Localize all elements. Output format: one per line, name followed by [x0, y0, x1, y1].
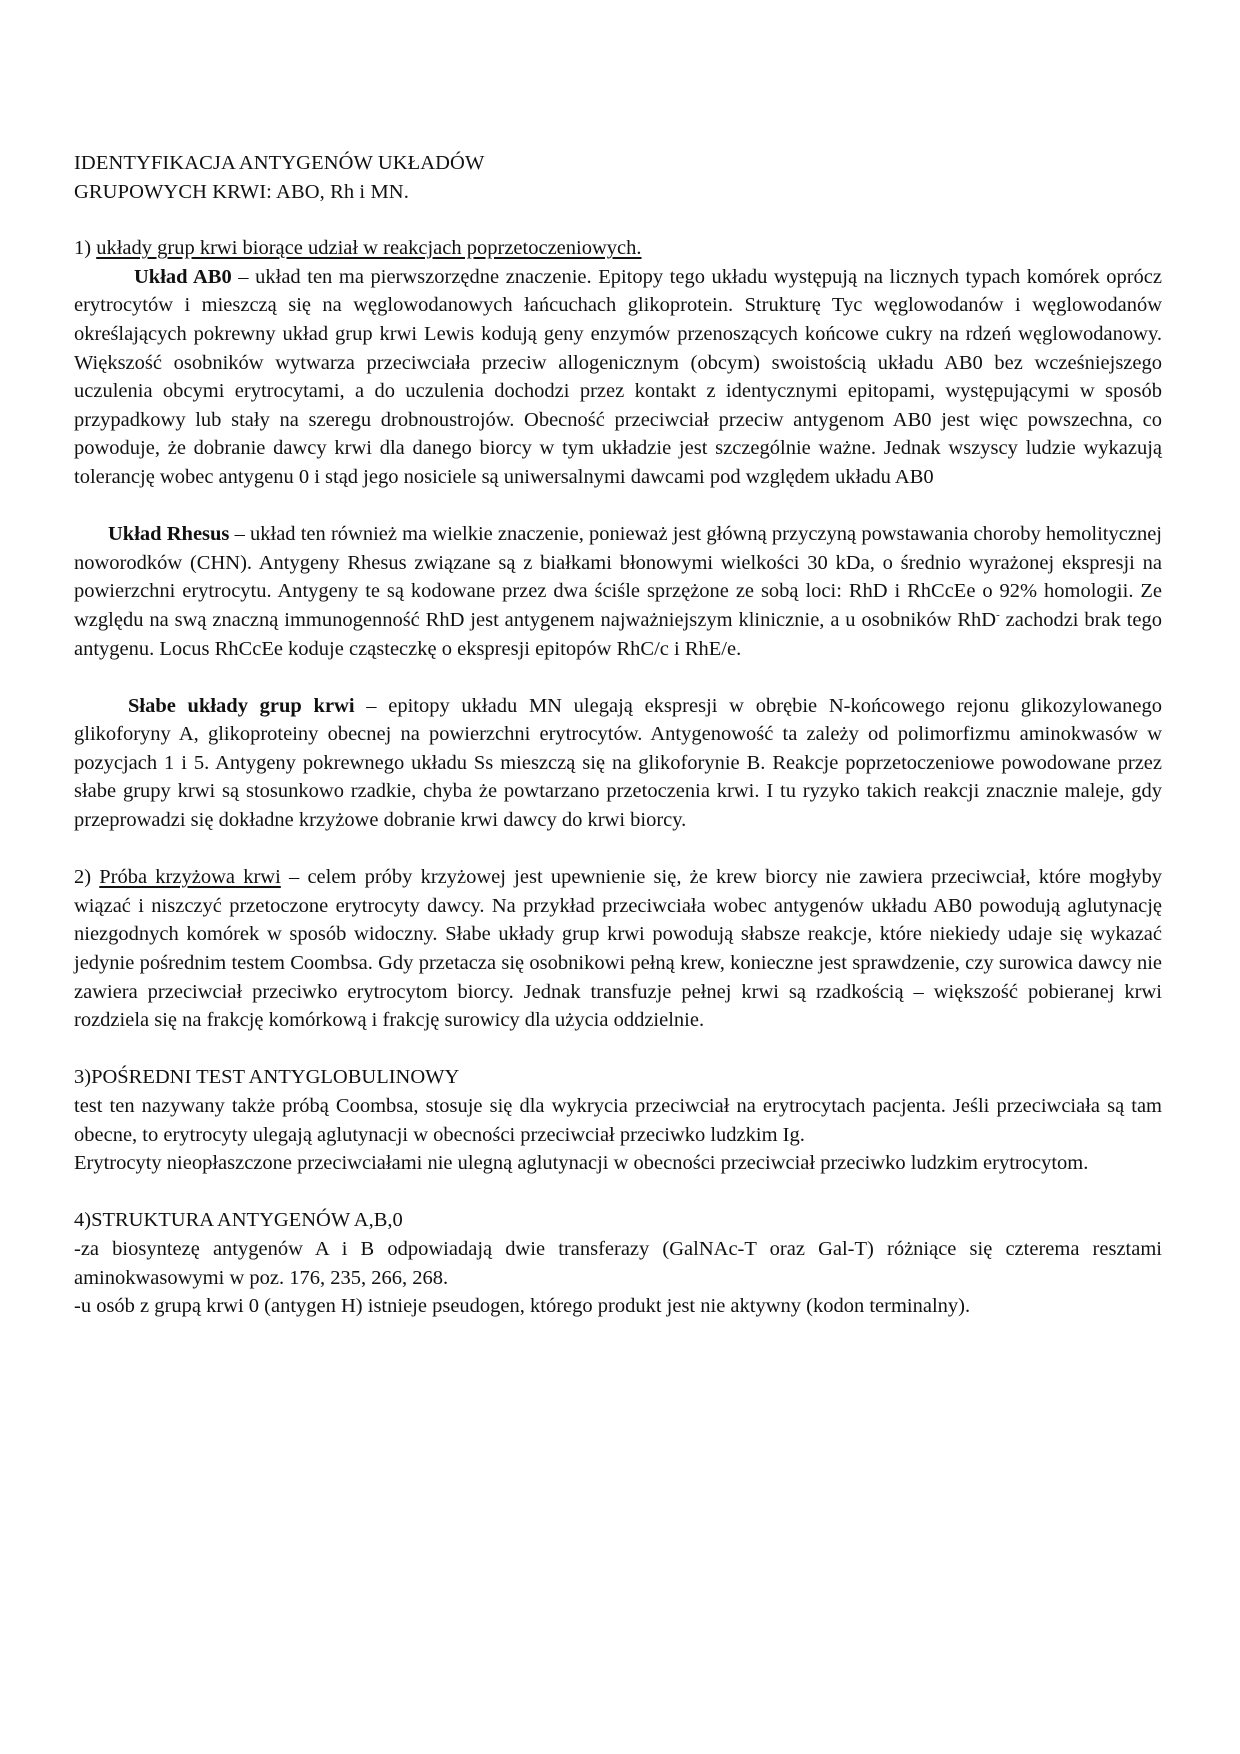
section-3-paragraph-2: Erytrocyty nieopłaszczone przeciwciałami nie ulegną aglutynacji w obecności przeciwciał przeciwko ludzkim erytrocytom.	[74, 1152, 1089, 1175]
text-rhesus-2: zachodzi brak tego antygenu. Locus RhCcEe koduje cząsteczkę o ekspresji epitopów RhC/c i RhE/e.	[74, 608, 1163, 660]
paragraph-ab0	[74, 263, 1162, 492]
section-4-heading: 4)STRUKTURA ANTYGENÓW A,B,0	[74, 1209, 403, 1232]
text-ab0: – układ ten ma pierwszorzędne znaczenie. Epitopy tego układu występują na licznych typach komórek oprócz erytrocytów i mieszczą się na węglowodanowych łańcuchach glikoprotein. Strukturę Tyc węglowodanów i węglowodanów określających pokrewny układ grup krwi Lewis kodują geny enzymów przenoszących końcowe cukry na rdzeń węglowodanowy. Większość osobników wytwarza przeciwciała przeciw allogenicznym (obcym) swoistością układu AB0 bez wcześniejszego uczulenia obcymi erytrocytami, a do uczulenia dochodzi przez kontakt z identycznymi epitopami, występującymi w sposób przypadkowy lub stały na szeregu drobnoustrojów. Obecność przeciwciał przeciw antygenom AB0 jest więc powszechna, co powoduje, że dobranie dawcy krwi dla danego biorcy w tym układzie jest szczególnie ważne. Jednak wszyscy ludzie wykazują tolerancję wobec antygenu 0 i stąd jego nosiciele są uniwersalnymi dawcami pod względem układu AB0	[74, 265, 1162, 488]
spacer	[74, 835, 1162, 864]
section-3-paragraph-1: test ten nazywany także próbą Coombsa, stosuje się dla wykrycia przeciwciał na erytrocytach pacjenta. Jeśli przeciwciała są tam obecne, to erytrocyty ulegają aglutynacji w obecności przeciwciał przeciwko ludzkim Ig.	[74, 1095, 1162, 1146]
section-1-number: 1)	[74, 237, 97, 260]
section-1-title: układy grup krwi biorące udział w reakcjach poprzetoczeniowych.	[96, 237, 642, 260]
document-title	[74, 149, 1162, 206]
rhd-negative-superscript: -	[996, 608, 1000, 621]
document-page	[74, 149, 1162, 1321]
spacer	[74, 1178, 1162, 1207]
term-weak-systems: Słabe układy grup krwi	[128, 694, 355, 717]
section-2-paragraph	[74, 863, 1162, 1035]
section-2-title: Próba krzyżowa krwi	[99, 866, 281, 889]
spacer	[74, 492, 1162, 521]
text-weak-systems: – epitopy układu MN ulegają ekspresji w obrębie N-końcowego rejonu glikozylowanego glikoforyny A, glikoproteiny obecnej na powierzchni erytrocytów. Antygenowość ta zależy od polimorfizmu aminokwasów w pozycjach 1 i 5. Antygeny pokrewnego układu Ss mieszczą się na glikoforynie B. Reakcje poprzetoczeniowe powodowane przez słabe grupy krwi są stosunkowo rzadkie, chyba że powtarzano przetoczenia krwi. I tu ryzyko takich reakcji znacznie maleje, gdy przeprowadzi się dokładne krzyżowe dobranie krwi dawcy do krwi biorcy.	[74, 694, 1162, 832]
section-4-paragraph-2: -u osób z grupą krwi 0 (antygen H) istnieje pseudogen, którego produkt jest nie aktywny (kodon terminalny).	[74, 1295, 971, 1318]
term-rhesus: Układ Rhesus	[108, 523, 230, 546]
section-3-heading: 3)POŚREDNI TEST ANTYGLOBULINOWY	[74, 1066, 460, 1089]
section-4-paragraph-1: -za biosyntezę antygenów A i B odpowiadają dwie transferazy (GalNAc-T oraz Gal-T) różniące się czterema resztami aminokwasowymi w poz. 176, 235, 266, 268.	[74, 1237, 1162, 1289]
section-2-number: 2)	[74, 866, 100, 889]
title-line-2: GRUPOWYCH KRWI: ABO, Rh i MN.	[74, 180, 409, 203]
paragraph-rhesus	[74, 520, 1162, 663]
section-2-text: – celem próby krzyżowej jest upewnienie się, że krew biorcy nie zawiera przeciwciał, które mogłyby wiązać i niszczyć przetoczone erytrocyty dawcy. Na przykład przeciwciała wobec antygenów układu AB0 powodują aglutynację niezgodnych komórek w sposób widoczny. Słabe układy grup krwi powodują słabsze reakcje, które niekiedy udaje się wykazać jedynie pośrednim testem Coombsa. Gdy przetacza się osobnikowi pełną krew, konieczne jest sprawdzenie, czy surowica dawcy nie zawiera przeciwciał przeciwko erytrocytom biorcy. Jednak transfuzje pełnej krwi są rzadkością – większość pobieranej krwi rozdziela się na frakcję komórkową i frakcję surowicy dla użycia oddzielnie.	[74, 866, 1162, 1032]
spacer	[74, 1035, 1162, 1064]
term-ab0: Układ AB0	[134, 265, 232, 288]
section-1-heading	[74, 234, 1162, 263]
spacer	[74, 663, 1162, 692]
paragraph-weak-systems	[74, 692, 1162, 835]
title-line-1: IDENTYFIKACJA ANTYGENÓW UKŁADÓW	[74, 152, 485, 174]
text-rhesus-1: – układ ten również ma wielkie znaczenie, ponieważ jest główną przyczyną powstawania choroby hemolitycznej noworodków (CHN). Antygeny Rhesus związane są z białkami błonowymi wielkości 30 kDa, o średnio wyrażonej ekspresji na powierzchni erytrocytu. Antygeny te są kodowane przez dwa ściśle sprzężone ze sobą loci: RhD i RhCcEe o 92% homologii. Ze względu na swą znaczną immunogenność RhD jest antygenem najważniejszym klinicznie, a u osobników RhD	[74, 523, 1162, 631]
